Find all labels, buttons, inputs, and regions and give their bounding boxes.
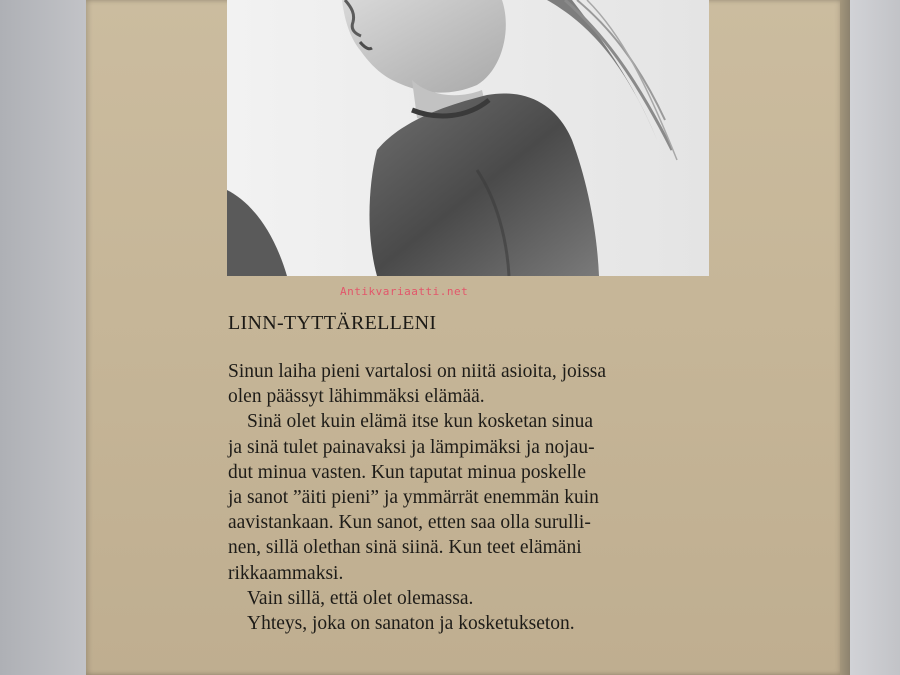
poem-line: olen päässyt lähimmäksi elämää.	[228, 386, 485, 408]
watermark-text: Antikvariaatti.net	[340, 285, 469, 298]
poem-line: Yhteys, joka on sanaton ja kosketukseton.	[247, 612, 575, 634]
poem-line: dut minua vasten. Kun taputat minua poskelle	[228, 461, 586, 483]
background-left	[0, 0, 90, 675]
poem-line: nen, sillä olethan sinä siinä. Kun teet elämäni	[228, 537, 582, 559]
poem-body	[228, 359, 698, 636]
book-spine-edge	[840, 0, 850, 675]
child-photo	[227, 0, 709, 276]
poem-line: Sinä olet kuin elämä itse kun kosketan sinua	[247, 411, 594, 433]
poem-title: LINN-TYTTÄRELLENI	[228, 312, 437, 334]
poem-line: ja sinä tulet painavaksi ja lämpimäksi ja nojau-	[228, 436, 595, 458]
poem-line: ja sanot ”äiti pieni” ja ymmärrät enemmän kuin	[228, 486, 599, 508]
poem-line: aavistankaan. Kun sanot, etten saa olla surulli-	[228, 512, 591, 534]
poem-line: Vain sillä, että olet olemassa.	[247, 587, 474, 609]
background-right	[844, 0, 900, 675]
poem-line: Sinun laiha pieni vartalosi on niitä asioita, joissa	[228, 361, 607, 382]
poem-line: rikkaammaksi.	[228, 562, 344, 584]
